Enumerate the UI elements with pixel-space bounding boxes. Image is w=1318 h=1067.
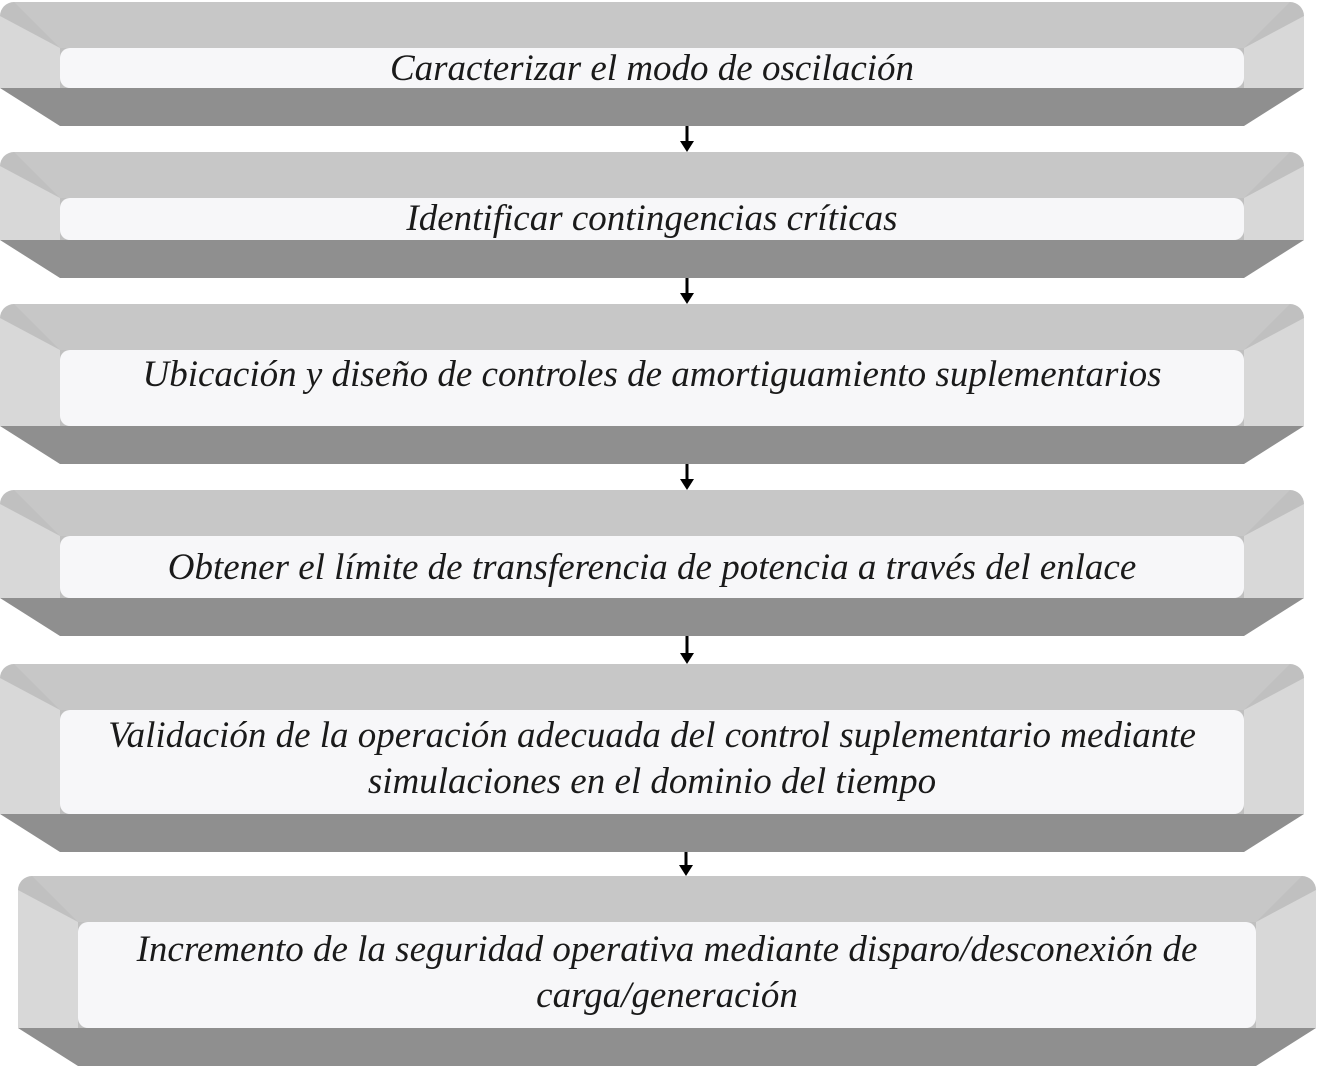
arrow-down-icon (677, 126, 697, 152)
flow-step-5 (0, 664, 1304, 852)
flow-step-4 (0, 490, 1304, 636)
flow-step-1 (0, 2, 1304, 126)
step-label-5: Validación de la operación adecuada del control suplementario mediante simulaciones en el dominio del tiempo (108, 715, 1196, 802)
arrow-down-icon (677, 278, 697, 304)
flow-step-3 (0, 304, 1304, 464)
flow-step-6 (18, 876, 1316, 1066)
arrow-down-icon (677, 636, 697, 664)
arrow-down-icon (676, 852, 696, 876)
step-label-2: Identificar contingencias críticas (406, 198, 898, 239)
step-label-4: Obtener el límite de transferencia de potencia a través del enlace (167, 547, 1137, 588)
arrow-down-icon (677, 464, 697, 490)
step-label-3: Ubicación y diseño de controles de amortiguamiento suplementarios (142, 354, 1162, 395)
step-label-1: Caracterizar el modo de oscilación (389, 48, 915, 89)
flow-step-2 (0, 152, 1304, 278)
step-label-6: Incremento de la seguridad operativa mediante disparo/desconexión de carga/generación (136, 929, 1198, 1016)
